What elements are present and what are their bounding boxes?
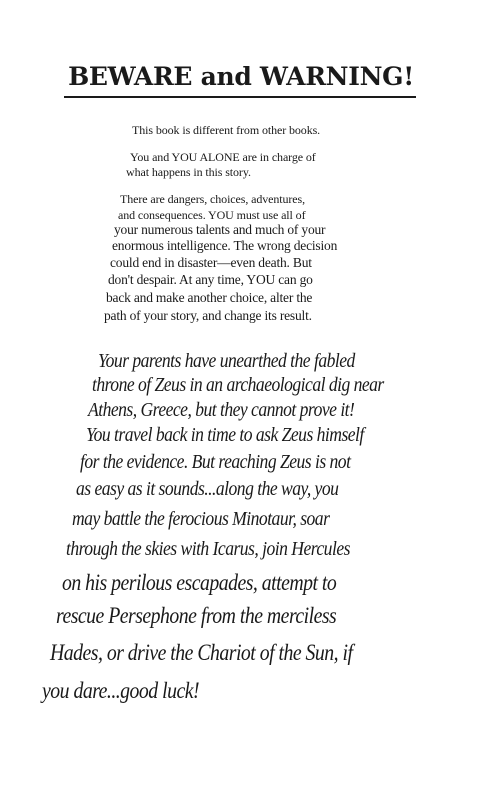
blurb-line: rescue Persephone from the merciless [56,603,337,628]
page-title: BEWARE and WARNING! [68,62,414,91]
blurb-line: may battle the ferocious Minotaur, soar [72,508,330,530]
blurb-line: on his perilous escapades, attempt to [62,570,337,595]
blurb-line: You travel back in time to ask Zeus himself [86,424,364,446]
title-underline [64,96,416,98]
intro-line: There are dangers, choices, adventures, [120,192,306,206]
blurb-line: Hades, or drive the Chariot of the Sun, if [50,640,353,665]
blurb-line: for the evidence. But reaching Zeus is not [80,451,351,473]
intro-line: don't despair. At any time, YOU can go [108,272,313,287]
intro-line: your numerous talents and much of your [114,222,326,237]
intro-line: and consequences. YOU must use all of [118,208,306,222]
intro-line: You and YOU ALONE are in charge of [130,150,316,164]
intro-line: back and make another choice, alter the [106,290,313,305]
blurb-line: throne of Zeus in an archaeological dig near [92,374,384,396]
blurb-line: through the skies with Icarus, join Hercules [66,538,350,560]
intro-line: enormous intelligence. The wrong decision [112,238,338,253]
intro-line: path of your story, and change its result. [104,308,312,323]
blurb-line: Athens, Greece, but they cannot prove it! [88,399,355,421]
intro-line: what happens in this story. [126,165,251,179]
intro-line: This book is different from other books. [132,123,321,137]
intro-line: could end in disaster—even death. But [110,255,312,270]
blurb-line: you dare...good luck! [42,678,200,703]
blurb-line: as easy as it sounds...along the way, you [76,478,339,500]
blurb-line: Your parents have unearthed the fabled [98,350,355,372]
